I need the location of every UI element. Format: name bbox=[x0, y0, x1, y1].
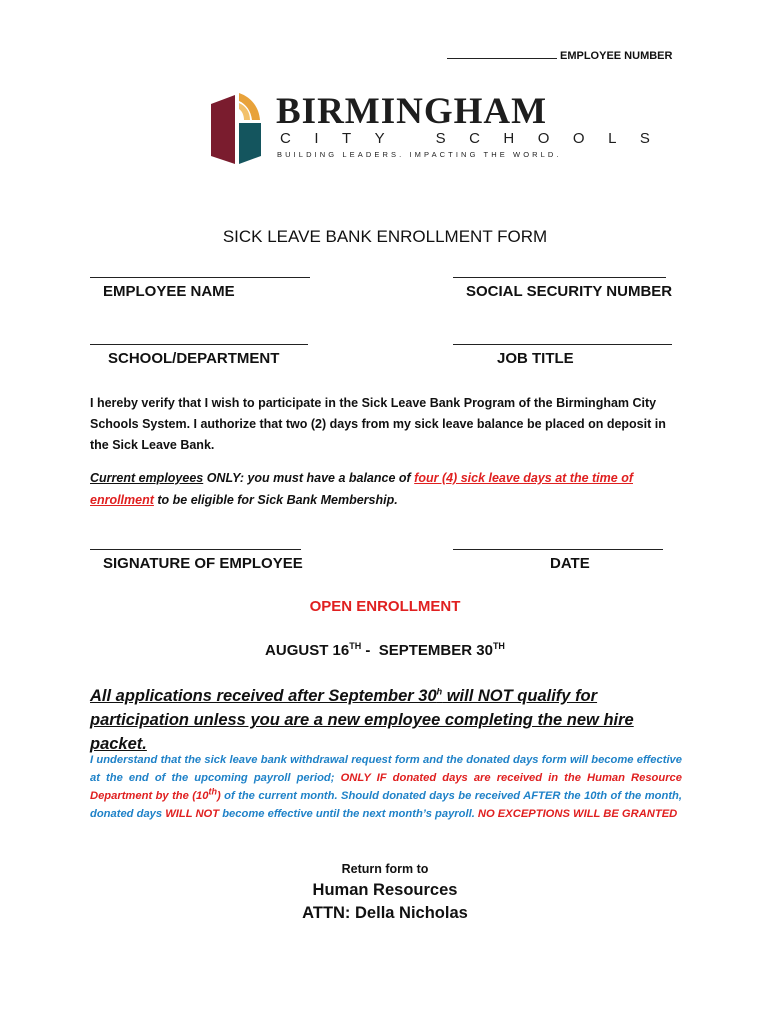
eligibility-mid: ONLY: you must have a balance of bbox=[203, 471, 415, 485]
logo-tagline: BUILDING LEADERS. IMPACTING THE WORLD. bbox=[277, 150, 562, 159]
logo-subtitle: CITY SCHOOLS bbox=[280, 130, 674, 147]
date-line[interactable] bbox=[453, 549, 663, 550]
school-department-label: SCHOOL/DEPARTMENT bbox=[108, 350, 280, 367]
signature-line[interactable] bbox=[90, 549, 301, 550]
return-label: Return form to bbox=[341, 862, 429, 876]
employee-name-line[interactable] bbox=[90, 277, 310, 278]
eligibility-paragraph bbox=[90, 467, 675, 511]
return-department: Human Resources bbox=[312, 881, 458, 899]
warning-part1: All applications received after September 30 bbox=[90, 687, 437, 705]
form-title: SICK LEAVE BANK ENROLLMENT FORM bbox=[222, 227, 548, 246]
logo-title: BIRMINGHAM bbox=[276, 91, 548, 132]
job-title-label: JOB TITLE bbox=[497, 350, 574, 367]
p3-blue3: become effective until the next month’s payroll. bbox=[219, 808, 478, 820]
p3-red1: ONLY IF donated days are received in the Human Resource Department by the (10 bbox=[90, 772, 683, 802]
eligibility-tail: to be eligible for Sick Bank Membership. bbox=[153, 493, 398, 507]
employee-number-label: EMPLOYEE NUMBER bbox=[560, 50, 673, 62]
job-title-line[interactable] bbox=[453, 344, 672, 345]
p3-red3: NO EXCEPTIONS WILL BE GRANTED bbox=[477, 808, 678, 820]
date-label: DATE bbox=[550, 555, 590, 572]
eligibility-lead: Current employees bbox=[90, 471, 204, 485]
return-attention: ATTN: Della Nicholas bbox=[302, 904, 468, 922]
ssn-line[interactable] bbox=[453, 277, 666, 278]
ssn-label: SOCIAL SECURITY NUMBER bbox=[466, 283, 673, 300]
enrollment-end-sup: TH bbox=[492, 641, 505, 651]
warning-part2: will NOT qualify for participation unless you are a new employee completing the new hire packet. bbox=[90, 687, 634, 753]
p3-red2: WILL NOT bbox=[165, 808, 220, 820]
logo-mark-icon bbox=[208, 90, 268, 168]
open-enrollment-heading: OPEN ENROLLMENT bbox=[309, 598, 461, 615]
school-department-line[interactable] bbox=[90, 344, 308, 345]
p3-blue1: I understand that the sick leave bank withdrawal request form and the donated days form will become effective at the end of the upcoming payroll period; bbox=[90, 754, 682, 784]
employee-name-label: EMPLOYEE NAME bbox=[103, 283, 235, 300]
enrollment-start-sup: TH bbox=[349, 641, 362, 651]
p3-red1-sup: th bbox=[208, 786, 217, 797]
enrollment-dates bbox=[0, 642, 770, 659]
authorization-paragraph: I hereby verify that I wish to participate in the Sick Leave Bank Program of the Birmingham City Schools System. I authorize that two (2) days from my sick leave balance be placed on deposit in the Sick Leave Bank. bbox=[90, 396, 666, 452]
eligibility-requirement: four (4) sick leave days at the time of enrollment bbox=[90, 471, 633, 507]
district-logo bbox=[208, 90, 674, 168]
p3-red1-end: ) bbox=[216, 790, 221, 802]
employee-number-blank[interactable] bbox=[447, 58, 557, 59]
deadline-warning bbox=[90, 684, 675, 756]
employee-number-field bbox=[447, 50, 672, 62]
warning-sup: h bbox=[436, 686, 443, 697]
signature-label: SIGNATURE OF EMPLOYEE bbox=[103, 555, 303, 572]
enrollment-sep: - bbox=[361, 642, 379, 659]
p3-blue2: of the current month. Should donated days be received AFTER the 10th of the month, donated days bbox=[90, 790, 682, 820]
donated-days-paragraph bbox=[90, 751, 682, 823]
enrollment-start: AUGUST 16 bbox=[265, 642, 350, 659]
enrollment-end: SEPTEMBER 30 bbox=[378, 642, 493, 659]
